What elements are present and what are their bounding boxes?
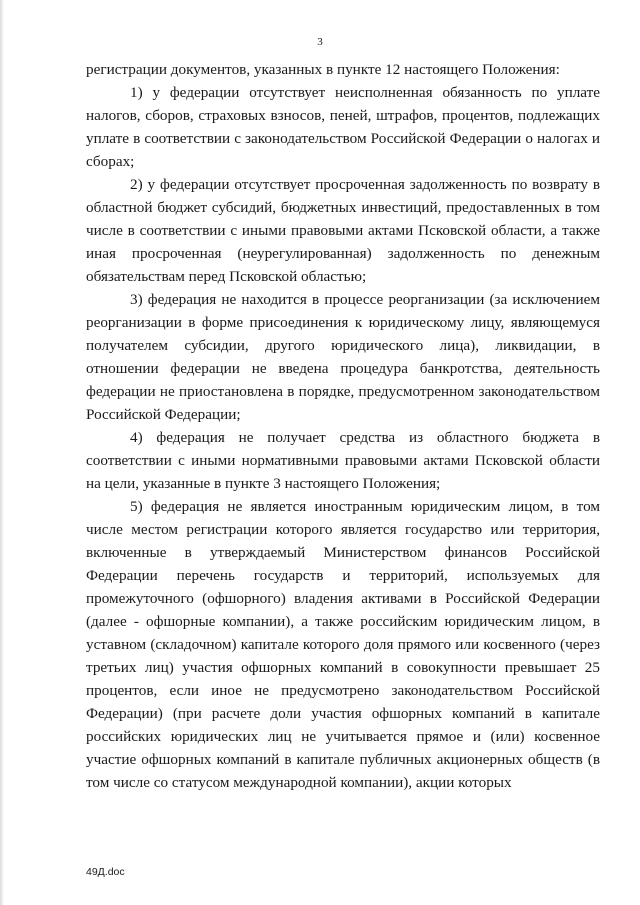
page-number: 3 — [317, 36, 323, 48]
paragraph-item-5: 5) федерация не является иностранным юридическим лицом, в том числе местом регистрации которого является государство или территория, включенные в утверждаемый Министерством финансов Российской Федерации перечень государств и территорий, используемых для промежуточного (офшорного) владения активами в Российской Федерации (далее - офшорные компании), а также российским юридическим лицом, в уставном (складочном) капитале которого доля прямого или косвенного (через третьих лиц) участия офшорных компаний в совокупности превышает 25 процентов, если иное не предусмотрено законодательством Российской Федерации) (при расчете доли участия офшорных компаний в капитале российских юридических лиц не учитывается прямое и (или) косвенное участие офшорных компаний в капитале публичных акционерных обществ (в том числе со статусом международной компании), акции которых — [86, 498, 600, 791]
document-body — [86, 58, 600, 794]
scan-edge — [0, 0, 4, 905]
paragraph-item-3: 3) федерация не находится в процессе реорганизации (за исключением реорганизации в форме присоединения к юридическому лицу, являющемуся получателем субсидии, другого юридического лица), ликвидации, в отношении федерации не введена процедура банкротства, деятельность федерации не приостановлена в порядке, предусмотренном законодательством Российской Федерации; — [86, 291, 600, 423]
paragraph-continuation: регистрации документов, указанных в пункте 12 настоящего Положения: — [86, 61, 560, 78]
paragraph-item-1: 1) у федерации отсутствует неисполненная обязанность по уплате налогов, сборов, страховых взносов, пеней, штрафов, процентов, подлежащих уплате в соответствии с законодательством Российской Федерации о налогах и сборах; — [86, 84, 600, 170]
footer-filename: 49Д.doc — [86, 866, 125, 878]
paragraph-item-4: 4) федерация не получает средства из областного бюджета в соответствии с иными нормативными правовыми актами Псковской области на цели, указанные в пункте 3 настоящего Положения; — [86, 429, 600, 492]
paragraph-item-2: 2) у федерации отсутствует просроченная задолженность по возврату в областной бюджет субсидий, бюджетных инвестиций, предоставленных в том числе в соответствии с иными правовыми актами Псковской области, а также иная просроченная (неурегулированная) задолженность по денежным обязательствам перед Псковской областью; — [86, 176, 600, 285]
